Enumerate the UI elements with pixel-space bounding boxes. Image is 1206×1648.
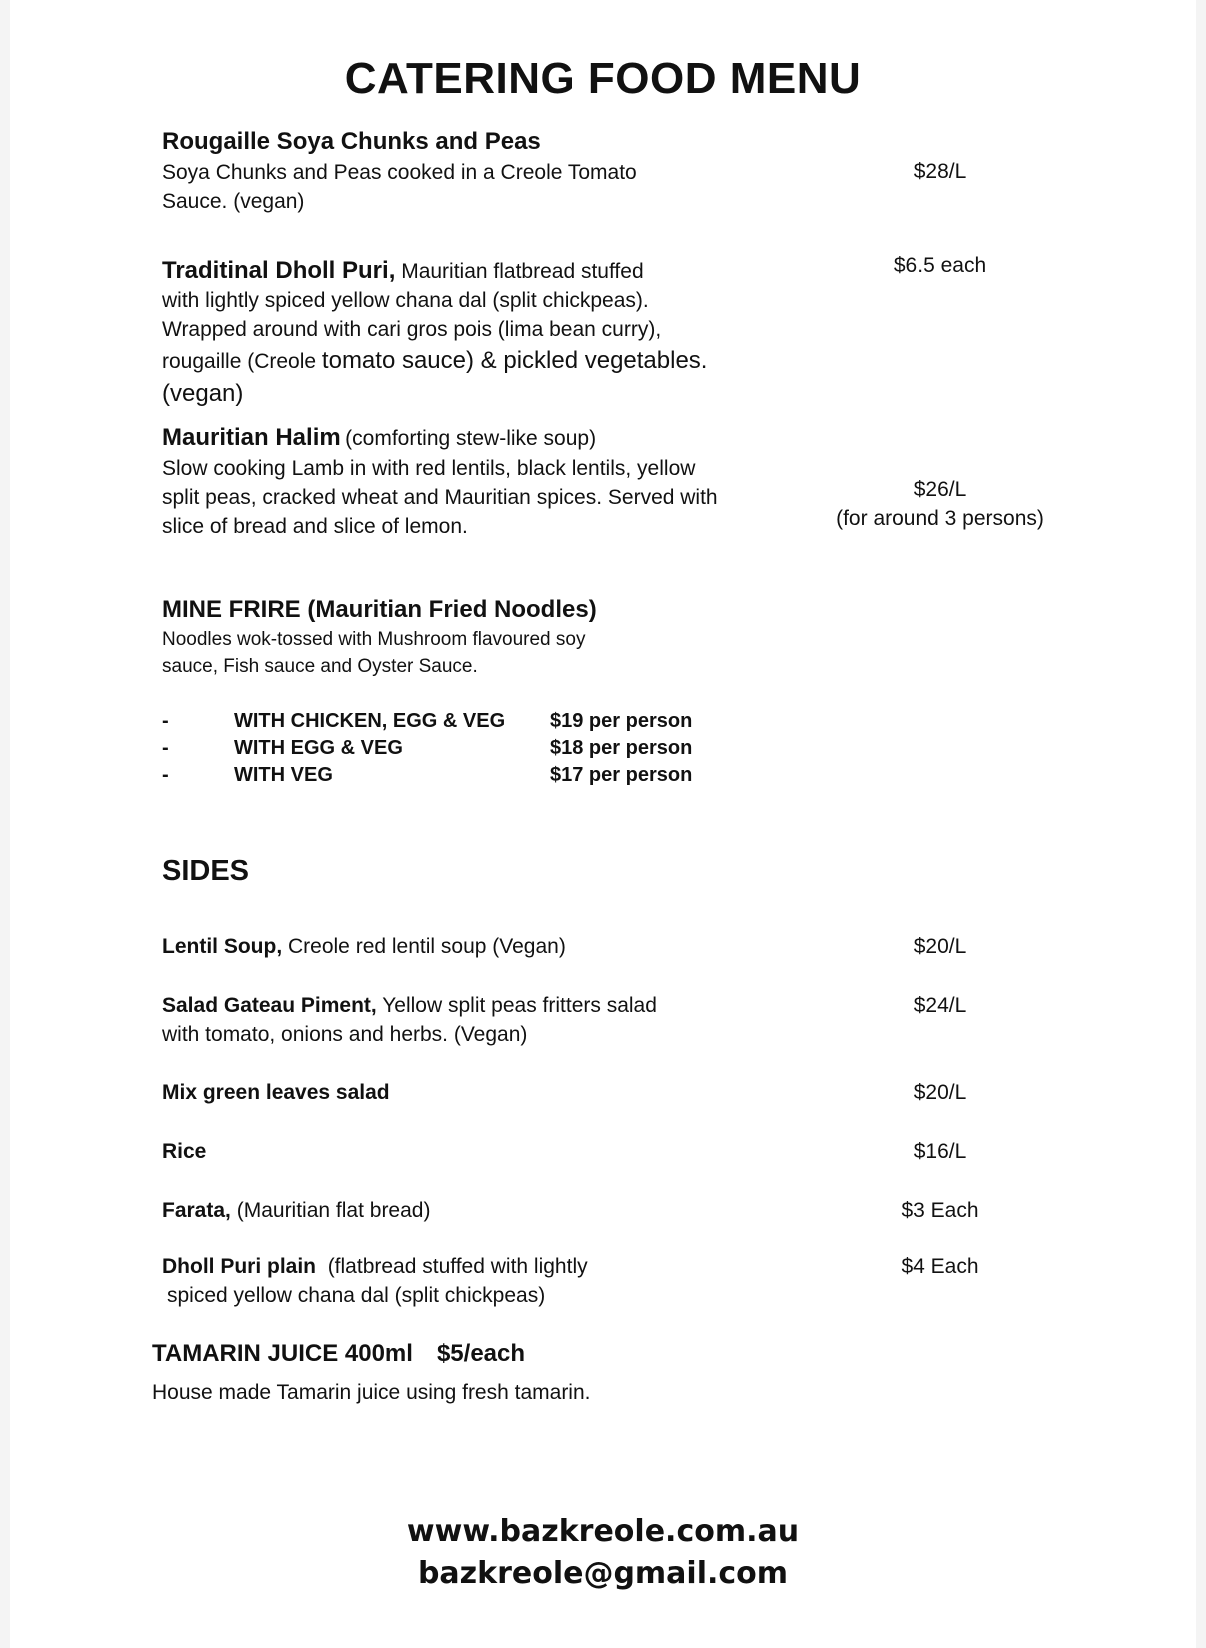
- side-description: Creole red lentil soup (Vegan): [288, 935, 566, 958]
- item-price-note: (for around 3 persons): [836, 507, 1044, 530]
- option-price: $18 per person: [550, 737, 693, 759]
- item-price: $28/L: [913, 160, 967, 183]
- item-name: Rougaille Soya Chunks and Peas: [162, 128, 541, 155]
- option-row: [162, 764, 722, 791]
- juice-heading: [152, 1340, 525, 1368]
- option-price: $19 per person: [550, 710, 693, 732]
- juice-name: TAMARIN JUICE 400ml: [152, 1340, 413, 1367]
- website-link[interactable]: www.bazkreole.com.au: [406, 1514, 800, 1549]
- side-description-line2: spiced yellow chana dal (split chickpeas): [167, 1284, 546, 1307]
- item-price: $26/L: [913, 478, 967, 501]
- sides-heading: SIDES: [162, 855, 250, 887]
- side-name: Mix green leaves salad: [162, 1081, 390, 1104]
- item-description: Noodles wok-tossed with Mushroom flavoured soy sauce, Fish sauce and Oyster Sauce.: [162, 629, 586, 677]
- email-link[interactable]: bazkreole@gmail.com: [417, 1556, 789, 1591]
- side-price: $3 Each: [901, 1199, 979, 1222]
- item-description: with lightly spiced yellow chana dal (split chickpeas). Wrapped around with cari gros pois (lima bean curry), rougaille (Creole: [162, 289, 662, 373]
- side-item: [162, 1252, 742, 1310]
- side-price: $20/L: [913, 935, 967, 958]
- item-description: Slow cooking Lamb in with red lentils, black lentils, yellow split peas, cracked wheat and Mauritian spices. Served with slice of bread and slice of lemon.: [162, 457, 718, 538]
- option-bullet: -: [162, 710, 169, 732]
- side-name: Rice: [162, 1140, 207, 1163]
- menu-item-rougaille: [162, 128, 732, 216]
- option-label: WITH VEG: [234, 764, 333, 786]
- juice-description: House made Tamarin juice using fresh tamarin.: [152, 1381, 591, 1404]
- juice-price: $5/each: [436, 1340, 526, 1367]
- side-item: [162, 1137, 742, 1166]
- item-price: $6.5 each: [893, 254, 987, 277]
- side-price: $20/L: [913, 1081, 967, 1104]
- side-item: [162, 1196, 742, 1225]
- option-row: [162, 710, 722, 737]
- side-description: Yellow split peas fritters salad: [382, 994, 657, 1017]
- option-bullet: -: [162, 764, 169, 786]
- side-name: Dholl Puri plain: [162, 1255, 317, 1278]
- side-item: [162, 932, 742, 961]
- option-bullet: -: [162, 737, 169, 759]
- option-price: $17 per person: [550, 764, 693, 786]
- side-description: (flatbread stuffed with lightly: [327, 1255, 588, 1278]
- side-item: [162, 1078, 742, 1107]
- item-description-inline: Mauritian flatbread stuffed: [401, 260, 644, 283]
- item-description-large: tomato sauce) & pickled vegetables. (vegan): [162, 347, 708, 407]
- side-description-line2: with tomato, onions and herbs. (Vegan): [162, 1023, 528, 1046]
- option-row: [162, 737, 722, 764]
- side-name: Farata,: [162, 1199, 231, 1222]
- item-name: Mauritian Halim: [162, 424, 341, 451]
- side-price: $24/L: [913, 994, 967, 1017]
- side-item: [162, 991, 742, 1049]
- menu-item-halim: [162, 424, 732, 541]
- side-name: Salad Gateau Piment,: [162, 994, 377, 1017]
- menu-item-dholl-puri: [162, 256, 722, 410]
- side-name: Lentil Soup,: [162, 935, 283, 958]
- item-name: MINE FRIRE (Mauritian Fried Noodles): [162, 596, 597, 623]
- menu-item-mine-frire: [162, 596, 732, 680]
- side-price: $16/L: [913, 1140, 967, 1163]
- page-title: CATERING FOOD MENU: [344, 54, 862, 103]
- side-description: (Mauritian flat bread): [236, 1199, 431, 1222]
- option-label: WITH EGG & VEG: [234, 737, 403, 759]
- item-subtitle: (comforting stew-like soup): [345, 427, 597, 450]
- item-name: Traditinal Dholl Puri,: [162, 257, 396, 284]
- menu-page: [10, 0, 1196, 1648]
- option-label: WITH CHICKEN, EGG & VEG: [234, 710, 506, 732]
- side-price: $4 Each: [901, 1255, 979, 1278]
- item-description: Soya Chunks and Peas cooked in a Creole Tomato Sauce. (vegan): [162, 161, 637, 213]
